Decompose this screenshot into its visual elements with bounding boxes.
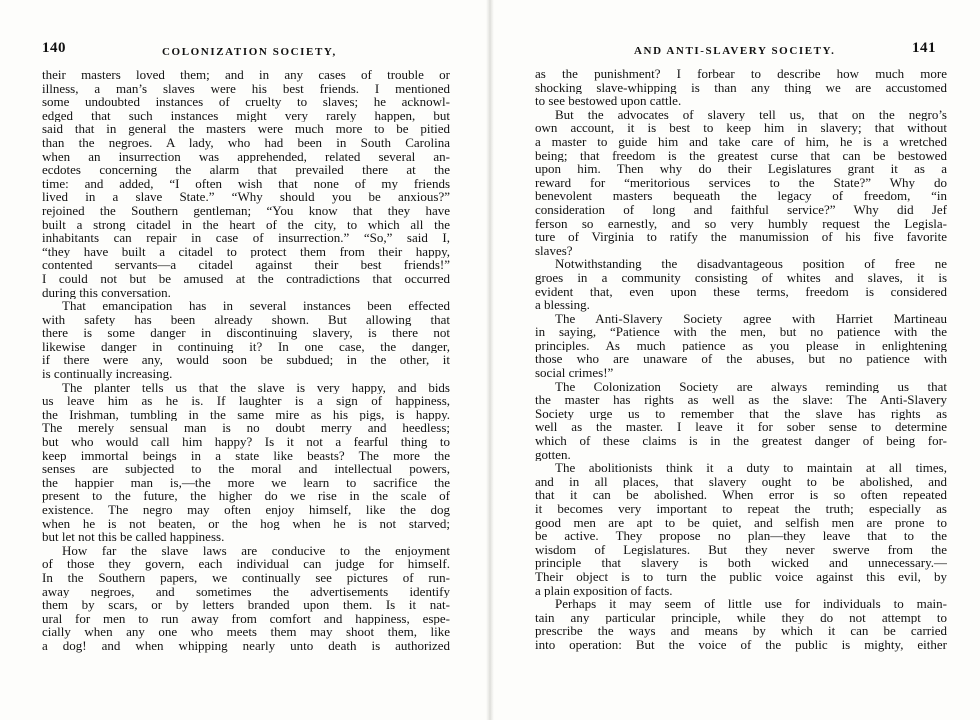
text-line: them by scars, or by letters branded upon them. Is it nat- bbox=[42, 598, 450, 612]
running-head-left: COLONIZATION SOCIETY, bbox=[162, 46, 337, 58]
text-line: inhabitants can repair in case of insurrection.” “So,” said I, bbox=[42, 231, 450, 245]
text-line: into operation: But the voice of the public is mighty, either bbox=[535, 637, 947, 652]
text-line: upon him. Then why do their Legislatures grant it as a bbox=[535, 162, 947, 176]
page-number-left: 140 bbox=[42, 40, 66, 56]
text-line: likewise danger in continuing it? In one case, the danger, bbox=[42, 339, 450, 354]
text-line: The planter tells us that the slave is very happy, and bids bbox=[62, 380, 450, 395]
text-line: and in all places, that slavery ought to be abolished, and bbox=[535, 474, 947, 489]
text-line: which of these claims is in the greatest danger of being for- bbox=[535, 434, 947, 448]
text-line: said that in general the masters were much more to be pitied bbox=[42, 122, 450, 136]
text-line: being; that freedom is the greatest curse that can be bestowed bbox=[535, 148, 947, 163]
text-line: the happier man is,—the more we learn to sacrifice the bbox=[42, 475, 450, 490]
text-line: But the advocates of slavery tell us, that on the negro’s bbox=[555, 107, 947, 122]
text-line: keep immortal beings in a state like beasts? The more the bbox=[42, 448, 450, 463]
text-line: that it can be abolished. When error is so often repeated bbox=[535, 488, 947, 502]
text-line: illness, a man’s slaves were his best friends. I mentioned bbox=[42, 81, 450, 96]
text-line: away negroes, and sometimes the advertisements identify bbox=[42, 584, 450, 599]
text-line: during this conversation. bbox=[42, 285, 171, 300]
text-line: there is some danger in discontinuing slavery, is there not bbox=[42, 326, 450, 340]
right-page-body bbox=[535, 67, 947, 652]
text-line: tain any particular principle, while they do not attempt to bbox=[535, 610, 947, 625]
text-line: a blessing. bbox=[535, 298, 590, 312]
text-line: time: and added, “I often wish that none of my friends bbox=[42, 176, 450, 191]
text-line: evident that, even upon these terms, freedom is considered bbox=[535, 284, 947, 299]
text-line: The Colonization Society are always reminding us that bbox=[555, 379, 947, 394]
text-line: but who would call him happy? Is it not a fearful thing to bbox=[42, 435, 450, 449]
text-line: Their object is to turn the public voice against this evil, by bbox=[535, 569, 947, 584]
text-line: wisdom of Legislatures. But they never swerve from the bbox=[535, 542, 947, 557]
text-line: well as the master. I leave it for sober sense to determine bbox=[535, 420, 947, 435]
text-line: reward for “meritorious services to the State?” Why do bbox=[535, 175, 947, 190]
text-line: Society urge us to remember that the slave has rights as bbox=[535, 406, 947, 421]
text-line: if there were any, would soon be subdued; in the other, it bbox=[42, 353, 450, 368]
text-line: ecdotes concerning the alarm that prevailed there at the bbox=[42, 163, 450, 177]
text-line: cially when any one who meets them may shoot them, like bbox=[42, 625, 450, 639]
text-line: their masters loved them; and in any cases of trouble or bbox=[42, 68, 450, 82]
running-head-right: AND ANTI-SLAVERY SOCIETY. bbox=[634, 45, 836, 57]
text-line: groes in a community consisting of whites and slaves, it is bbox=[535, 270, 947, 285]
text-line: ferson so earnestly, and so very humbly request the Legisla- bbox=[535, 216, 947, 231]
text-line: a dog! and when whipping nearly unto death is authorized bbox=[42, 638, 450, 653]
text-line: I could not but be amused at the contradictions that occurred bbox=[42, 271, 450, 286]
text-line: prescribe the ways and means by which it can be carried bbox=[535, 624, 947, 638]
text-line: How far the slave laws are conducive to the enjoyment bbox=[62, 543, 450, 558]
text-line: the Irishman, tumbling in the same mire as his pigs, is happy. bbox=[42, 407, 450, 422]
text-line: the master has rights as well as the slave: The Anti-Slavery bbox=[535, 393, 947, 407]
text-line: principles. As much patience as you please in enlightening bbox=[535, 338, 947, 353]
text-line: rejoined the Southern gentleman; “You know that they have bbox=[42, 203, 450, 218]
text-line: Perhaps it may seem of little use for individuals to main- bbox=[555, 597, 947, 611]
text-line: built a strong citadel in the heart of the city, to which all the bbox=[42, 217, 450, 232]
text-line: a plain exposition of facts. bbox=[535, 583, 673, 598]
text-line: own account, it is best to keep him in slavery; that without bbox=[535, 121, 947, 135]
text-line: consideration of long and faithful service?” Why did Jef bbox=[535, 202, 947, 217]
text-line: In the Southern papers, we continually see pictures of run- bbox=[42, 570, 450, 585]
right-page bbox=[490, 0, 980, 720]
text-line: when he is not beaten, or the hog when he is not starved; bbox=[42, 516, 450, 531]
text-line: existence. The negro may often enjoy himself, like the dog bbox=[42, 503, 450, 517]
text-line: of those they govern, each individual can judge for himself. bbox=[42, 557, 450, 571]
text-line: ture of Virginia to ratify the manumission of his five favorite bbox=[535, 230, 947, 244]
text-line: edged that such instances might very rarely happen, but bbox=[42, 108, 450, 123]
left-page-body bbox=[42, 68, 450, 653]
text-line: those who are unaware of the abuses, but no patience with bbox=[535, 352, 947, 367]
text-line: a master to guide him and take care of him, he is a wretched bbox=[535, 134, 947, 149]
text-line: shocking slave-whipping is than any thing we are accustomed bbox=[535, 80, 947, 95]
text-line: The Anti-Slavery Society agree with Harriet Martineau bbox=[555, 311, 947, 326]
text-line: The merely sensual man is no doubt merry and heedless; bbox=[42, 421, 450, 436]
text-line: to see bestowed upon cattle. bbox=[535, 94, 682, 108]
text-line: contented servants—a citadel against their best friends!” bbox=[42, 258, 450, 272]
text-line: principle that slavery is both wicked and unnecessary.— bbox=[535, 556, 947, 570]
text-line: when an insurrection was apprehended, related several an- bbox=[42, 149, 450, 164]
text-line: “they have built a citadel to protect them from their happy, bbox=[42, 244, 450, 259]
text-line: The abolitionists think it a duty to maintain at all times, bbox=[555, 461, 947, 475]
text-line: Notwithstanding the disadvantageous position of free ne bbox=[555, 257, 947, 271]
text-line: lived in a slave State.” “Why should you be anxious?” bbox=[42, 190, 450, 204]
text-line: but let not this be called happiness. bbox=[42, 530, 225, 544]
text-line: us leave him as he is. If laughter is a sign of happiness, bbox=[42, 394, 450, 408]
text-line: That emancipation has in several instances been effected bbox=[62, 299, 450, 313]
text-line: social crimes!” bbox=[535, 366, 614, 380]
text-line: good men are apt to be quiet, and selfish men are prone to bbox=[535, 515, 947, 530]
text-line: senses are subjected to the moral and intellectual powers, bbox=[42, 462, 450, 476]
text-line: present to the future, the higher do we rise in the scale of bbox=[42, 489, 450, 503]
page-number-right: 141 bbox=[912, 40, 936, 56]
text-line: benevolent masters bequeath the legacy of freedom, “in bbox=[535, 189, 947, 203]
text-line: with safety has been already shown. But allowing that bbox=[42, 312, 450, 327]
text-line: be active. They propose no plan—they leave that to the bbox=[535, 529, 947, 543]
text-line: it becomes very important to repeat the truth; especially as bbox=[535, 502, 947, 516]
text-line: is continually increasing. bbox=[42, 367, 173, 381]
text-line: some undoubted instances of cruelty to slaves; he acknowl- bbox=[42, 95, 450, 109]
text-line: in saying, “Patience with the men, but no patience with the bbox=[535, 325, 947, 339]
text-line: than the negroes. A lady, who had been in South Carolina bbox=[42, 135, 450, 150]
text-line: slaves? bbox=[535, 243, 573, 258]
text-line: as the punishment? I forbear to describe how much more bbox=[535, 67, 947, 81]
text-line: gotten. bbox=[535, 447, 571, 462]
text-line: ural for men to run away from comfort and happiness, espe- bbox=[42, 611, 450, 626]
